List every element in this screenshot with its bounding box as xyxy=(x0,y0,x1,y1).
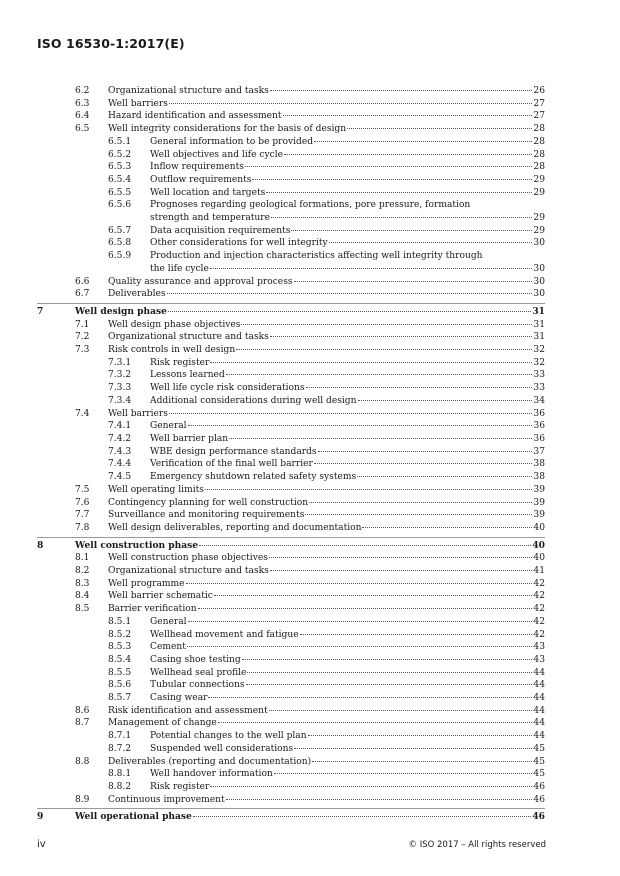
toc-entry-title: Hazard identification and assessment xyxy=(108,111,282,122)
toc-entry-title: Deliverables (reporting and documentation) xyxy=(108,756,312,767)
toc-entry-title: Risk register xyxy=(150,357,210,368)
toc-entry-number: 7.4.4 xyxy=(108,459,132,470)
toc-entry-number: 8.7.1 xyxy=(108,731,132,742)
toc-entry[interactable] xyxy=(0,743,620,756)
toc-entry[interactable] xyxy=(0,768,620,781)
toc-entry-title: Well construction phase objectives xyxy=(108,553,268,564)
toc-entry-title: Well barrier plan xyxy=(150,433,229,444)
toc-entry-title: Well location and targets xyxy=(150,187,266,198)
toc-entry-number: 8.5.6 xyxy=(108,680,132,691)
section-divider xyxy=(37,303,545,304)
toc-entry-title: Deliverables xyxy=(108,289,166,300)
toc-entry-title: General xyxy=(150,616,187,627)
toc-entry-title: Emergency shutdown related safety systems xyxy=(150,472,357,483)
toc-entry-page: 28 xyxy=(533,162,545,173)
toc-entry-title: Well barrier schematic xyxy=(108,591,213,602)
dot-leader xyxy=(198,608,533,609)
toc-entry-page: 39 xyxy=(533,484,545,495)
toc-entry-number: 7.4.5 xyxy=(108,472,132,483)
toc-entry-page: 27 xyxy=(533,98,545,109)
toc-entry[interactable] xyxy=(0,319,620,332)
toc-entry-title: General information to be provided xyxy=(150,136,314,147)
toc-entry-page: 30 xyxy=(533,263,545,274)
dot-leader xyxy=(210,268,533,269)
toc-entry-title-continued: strength and temperature xyxy=(150,213,270,224)
toc-entry-page: 33 xyxy=(533,383,545,394)
toc-entry-title: Casing wear xyxy=(150,693,208,704)
toc-entry-number: 7.8 xyxy=(75,522,90,533)
toc-entry-title: Lessons learned xyxy=(150,370,225,381)
toc-entry-page: 31 xyxy=(532,305,545,317)
dot-leader xyxy=(283,115,533,116)
toc-entry-page: 30 xyxy=(533,276,545,287)
dot-leader xyxy=(270,90,533,91)
dot-leader xyxy=(271,217,532,218)
toc-entry-title: Other considerations for well integrity xyxy=(150,238,328,249)
toc-entry[interactable] xyxy=(0,565,620,578)
dot-leader xyxy=(246,684,533,685)
toc-entry-page: 31 xyxy=(533,319,545,330)
toc-entry-page: 42 xyxy=(533,604,545,615)
toc-entry[interactable] xyxy=(0,705,620,718)
toc-entry-page: 42 xyxy=(533,591,545,602)
toc-entry-page: 38 xyxy=(533,459,545,470)
toc-entry-title: General xyxy=(150,421,187,432)
dot-leader xyxy=(208,697,532,698)
toc-entry-page: 30 xyxy=(533,289,545,300)
toc-entry-number: 8.4 xyxy=(75,591,90,602)
toc-entry-number: 6.5.9 xyxy=(108,251,132,262)
toc-entry[interactable] xyxy=(0,667,620,680)
toc-entry[interactable] xyxy=(0,331,620,344)
toc-entry-page: 39 xyxy=(533,510,545,521)
toc-entry[interactable] xyxy=(0,679,620,692)
toc-entry[interactable] xyxy=(0,552,620,565)
toc-entry-title-continued: the life cycle xyxy=(150,263,209,274)
dot-leader xyxy=(247,672,532,673)
toc-entry-number: 8.8.1 xyxy=(108,769,132,780)
toc-entry-title: Well handover information xyxy=(150,769,273,780)
toc-entry[interactable] xyxy=(0,692,620,705)
dot-leader xyxy=(269,710,533,711)
toc-entry-title: Wellhead movement and fatigue xyxy=(150,629,299,640)
toc-entry-page: 39 xyxy=(533,497,545,508)
toc-entry-title: Management of change xyxy=(108,718,217,729)
toc-entry-page: 31 xyxy=(533,332,545,343)
toc-entry-number: 6.5.6 xyxy=(108,200,132,211)
toc-entry-number: 8.7 xyxy=(75,718,90,729)
toc-entry-page: 44 xyxy=(533,705,545,716)
table-of-contents xyxy=(0,85,620,824)
toc-entry-page: 46 xyxy=(532,811,545,823)
toc-entry-number: 7.3.3 xyxy=(108,383,132,394)
toc-entry[interactable] xyxy=(0,540,620,553)
dot-leader xyxy=(270,336,533,337)
toc-entry-page: 41 xyxy=(533,566,545,577)
toc-entry-title: Inflow requirements xyxy=(150,162,244,173)
toc-entry-title: Continuous improvement xyxy=(108,794,225,805)
toc-entry[interactable] xyxy=(0,578,620,591)
toc-entry[interactable] xyxy=(0,225,620,238)
toc-entry[interactable] xyxy=(0,237,620,250)
toc-entry-title: Barrier verification xyxy=(108,604,197,615)
toc-entry[interactable] xyxy=(0,250,620,275)
toc-entry-page: 29 xyxy=(533,225,545,236)
toc-entry-page: 42 xyxy=(533,578,545,589)
dot-leader xyxy=(284,154,532,155)
toc-entry-number: 7.5 xyxy=(75,484,90,495)
toc-entry-number: 8.3 xyxy=(75,578,90,589)
toc-entry-page: 36 xyxy=(533,433,545,444)
section-divider xyxy=(37,537,545,538)
dot-leader xyxy=(169,103,532,104)
toc-entry-title: Well barriers xyxy=(108,408,168,419)
dot-leader xyxy=(270,570,533,571)
toc-entry[interactable] xyxy=(0,161,620,174)
toc-entry-number: 7.4.1 xyxy=(108,421,132,432)
toc-entry-title: Organizational structure and tasks xyxy=(108,566,269,577)
toc-entry[interactable] xyxy=(0,446,620,459)
toc-entry[interactable] xyxy=(0,276,620,289)
toc-entry[interactable] xyxy=(0,408,620,421)
toc-entry-number: 8.5.7 xyxy=(108,693,132,704)
toc-entry-title: Well operating limits xyxy=(108,484,204,495)
toc-entry-number: 9 xyxy=(37,811,44,823)
toc-entry[interactable] xyxy=(0,98,620,111)
toc-entry[interactable] xyxy=(0,794,620,807)
toc-entry-number: 7.2 xyxy=(75,332,90,343)
toc-entry-title: Production and injection characteristics affecting well integrity through xyxy=(150,251,483,262)
toc-entry-number: 7.3.1 xyxy=(108,357,132,368)
toc-entry[interactable] xyxy=(0,603,620,616)
copyright-notice: © ISO 2017 – All rights reserved xyxy=(408,840,546,850)
toc-entry-page: 45 xyxy=(533,756,545,767)
toc-entry-number: 6.5.1 xyxy=(108,136,132,147)
dot-leader xyxy=(309,502,532,503)
dot-leader xyxy=(241,324,532,325)
dot-leader xyxy=(305,514,532,515)
toc-entry[interactable] xyxy=(0,433,620,446)
toc-entry-page: 37 xyxy=(533,446,545,457)
dot-leader xyxy=(347,128,532,129)
toc-entry[interactable] xyxy=(0,509,620,522)
toc-entry-title: Contingency planning for well construction xyxy=(108,497,309,508)
toc-entry[interactable] xyxy=(0,174,620,187)
dot-leader xyxy=(308,735,533,736)
dot-leader xyxy=(269,557,533,558)
dot-leader xyxy=(226,799,533,800)
toc-entry-page: 44 xyxy=(533,731,545,742)
dot-leader xyxy=(291,230,532,231)
toc-entry-number: 6.4 xyxy=(75,111,90,122)
toc-entry-title: Well objectives and life cycle xyxy=(150,149,283,160)
dot-leader xyxy=(357,476,532,477)
toc-entry-page: 44 xyxy=(533,680,545,691)
toc-entry-title: Well design phase xyxy=(75,305,167,317)
toc-entry-title: Organizational structure and tasks xyxy=(108,86,269,96)
toc-entry-number: 6.5 xyxy=(75,124,90,135)
toc-entry-title: Potential changes to the well plan xyxy=(150,731,307,742)
toc-entry-page: 42 xyxy=(533,616,545,627)
toc-entry-page: 40 xyxy=(533,522,545,533)
toc-entry[interactable] xyxy=(0,522,620,535)
dot-leader xyxy=(318,451,533,452)
dot-leader xyxy=(218,722,533,723)
toc-entry-number: 6.3 xyxy=(75,98,90,109)
toc-entry[interactable] xyxy=(0,369,620,382)
toc-entry[interactable] xyxy=(0,811,620,824)
toc-entry[interactable] xyxy=(0,382,620,395)
toc-entry-number: 6.5.2 xyxy=(108,149,132,160)
toc-entry-page: 32 xyxy=(533,357,545,368)
dot-leader xyxy=(229,438,532,439)
toc-entry-page: 33 xyxy=(533,370,545,381)
toc-entry-page: 32 xyxy=(533,345,545,356)
toc-entry[interactable] xyxy=(0,357,620,370)
toc-entry-page: 29 xyxy=(533,174,545,185)
toc-entry-number: 8.2 xyxy=(75,566,90,577)
toc-entry-number: 8.5.4 xyxy=(108,654,132,665)
toc-entry[interactable] xyxy=(0,136,620,149)
toc-entry[interactable] xyxy=(0,199,620,224)
dot-leader xyxy=(274,773,533,774)
toc-entry[interactable] xyxy=(0,616,620,629)
toc-entry-number: 8.7.2 xyxy=(108,743,132,754)
toc-entry-title: Wellhead seal profile xyxy=(150,667,247,678)
toc-entry[interactable] xyxy=(0,730,620,743)
toc-entry-page: 29 xyxy=(533,213,545,224)
dot-leader xyxy=(169,413,532,414)
toc-entry-page: 28 xyxy=(533,149,545,160)
toc-entry-number: 6.6 xyxy=(75,276,90,287)
toc-entry[interactable] xyxy=(0,629,620,642)
toc-entry-title: Well operational phase xyxy=(75,811,192,823)
toc-entry-number: 7.6 xyxy=(75,497,90,508)
toc-entry-page: 45 xyxy=(533,743,545,754)
toc-entry-number: 7.3.4 xyxy=(108,395,132,406)
dot-leader xyxy=(266,192,532,193)
toc-entry-number: 7.3 xyxy=(75,345,90,356)
toc-entry-number: 6.5.7 xyxy=(108,225,132,236)
dot-leader xyxy=(236,349,532,350)
toc-entry-title: Organizational structure and tasks xyxy=(108,332,269,343)
toc-entry[interactable] xyxy=(0,497,620,510)
toc-entry-title: Well barriers xyxy=(108,98,168,109)
toc-entry[interactable] xyxy=(0,123,620,136)
document-header: ISO 16530-1:2017(E) xyxy=(37,36,185,51)
dot-leader xyxy=(186,583,533,584)
toc-entry-page: 43 xyxy=(533,642,545,653)
toc-entry-title: Suspended well considerations xyxy=(150,743,294,754)
toc-entry-number: 7.1 xyxy=(75,319,90,330)
toc-entry[interactable] xyxy=(0,458,620,471)
toc-entry-number: 6.2 xyxy=(75,86,90,96)
dot-leader xyxy=(245,166,533,167)
toc-entry-number: 7.4.3 xyxy=(108,446,132,457)
toc-entry-title: Outflow requirements xyxy=(150,174,252,185)
toc-entry[interactable] xyxy=(0,110,620,123)
toc-entry[interactable] xyxy=(0,641,620,654)
toc-entry[interactable] xyxy=(0,288,620,301)
toc-entry-number: 7 xyxy=(37,305,44,317)
toc-entry-number: 8.1 xyxy=(75,553,90,564)
toc-entry-number: 8.5.1 xyxy=(108,616,132,627)
toc-entry-title: Cement xyxy=(150,642,186,653)
dot-leader xyxy=(294,281,533,282)
toc-entry-number: 8.5.5 xyxy=(108,667,132,678)
toc-entry-number: 8.9 xyxy=(75,794,90,805)
dot-leader xyxy=(210,362,532,363)
toc-entry-page: 27 xyxy=(533,111,545,122)
toc-entry-page: 36 xyxy=(533,408,545,419)
toc-entry-number: 6.5.8 xyxy=(108,238,132,249)
toc-entry[interactable] xyxy=(0,654,620,667)
toc-entry-number: 6.5.4 xyxy=(108,174,132,185)
toc-entry-title: Verification of the final well barrier xyxy=(150,459,313,470)
dot-leader xyxy=(358,400,533,401)
toc-entry-number: 8 xyxy=(37,539,44,551)
toc-entry-title: Well programme xyxy=(108,578,185,589)
toc-entry-number: 8.5 xyxy=(75,604,90,615)
toc-entry[interactable] xyxy=(0,306,620,319)
toc-entry-number: 6.5.3 xyxy=(108,162,132,173)
toc-entry-page: 28 xyxy=(533,124,545,135)
section-divider xyxy=(37,808,545,809)
toc-entry-title: Risk identification and assessment xyxy=(108,705,268,716)
dot-leader xyxy=(294,748,532,749)
toc-entry-title: Casing shoe testing xyxy=(150,654,241,665)
toc-entry-page: 29 xyxy=(533,187,545,198)
toc-entry-title: Risk controls in well design xyxy=(108,345,236,356)
toc-entry-title: Risk register xyxy=(150,781,210,792)
dot-leader xyxy=(199,545,531,546)
dot-leader xyxy=(214,595,533,596)
toc-entry-page: 46 xyxy=(533,781,545,792)
toc-entry[interactable] xyxy=(0,756,620,769)
toc-entry-title: Tubular connections xyxy=(150,680,245,691)
toc-entry-title: Well construction phase xyxy=(75,539,199,551)
toc-entry[interactable] xyxy=(0,484,620,497)
toc-entry-page: 44 xyxy=(533,667,545,678)
toc-entry-title: Prognoses regarding geological formations, pore pressure, formation xyxy=(150,200,471,211)
toc-entry-page: 46 xyxy=(533,794,545,805)
toc-entry-title: Data acquisition requirements xyxy=(150,225,291,236)
toc-entry-number: 6.7 xyxy=(75,289,90,300)
toc-entry-page: 45 xyxy=(533,769,545,780)
toc-entry-number: 6.5.5 xyxy=(108,187,132,198)
toc-entry-page: 38 xyxy=(533,472,545,483)
toc-entry-page: 26 xyxy=(533,86,545,96)
dot-leader xyxy=(193,816,532,817)
dot-leader xyxy=(188,621,533,622)
toc-entry-page: 44 xyxy=(533,718,545,729)
toc-entry-number: 8.8.2 xyxy=(108,781,132,792)
dot-leader xyxy=(314,141,532,142)
toc-entry-title: Well life cycle risk considerations xyxy=(150,383,305,394)
toc-entry-page: 44 xyxy=(533,693,545,704)
toc-entry-number: 7.4.2 xyxy=(108,433,132,444)
toc-entry[interactable] xyxy=(0,187,620,200)
dot-leader xyxy=(314,463,533,464)
toc-entry-title: Quality assurance and approval process xyxy=(108,276,293,287)
toc-entry-title: Well design deliverables, reporting and documentation xyxy=(108,522,362,533)
toc-entry-number: 8.5.2 xyxy=(108,629,132,640)
dot-leader xyxy=(300,634,533,635)
toc-entry-page: 30 xyxy=(533,238,545,249)
dot-leader xyxy=(312,761,532,762)
toc-entry-number: 8.5.3 xyxy=(108,642,132,653)
toc-entry[interactable] xyxy=(0,344,620,357)
toc-entry-page: 34 xyxy=(533,395,545,406)
toc-entry-page: 42 xyxy=(533,629,545,640)
toc-entry-title: Surveillance and monitoring requirements xyxy=(108,510,305,521)
toc-entry[interactable] xyxy=(0,590,620,603)
dot-leader xyxy=(362,527,532,528)
dot-leader xyxy=(188,425,533,426)
dot-leader xyxy=(167,293,533,294)
toc-entry-page: 28 xyxy=(533,136,545,147)
toc-entry-number: 7.3.2 xyxy=(108,370,132,381)
toc-entry-number: 8.6 xyxy=(75,705,90,716)
toc-entry-number: 7.4 xyxy=(75,408,90,419)
toc-entry-title: Well design phase objectives xyxy=(108,319,241,330)
toc-entry[interactable] xyxy=(0,85,620,98)
dot-leader xyxy=(226,374,533,375)
dot-leader xyxy=(306,387,533,388)
toc-entry[interactable] xyxy=(0,781,620,794)
toc-entry[interactable] xyxy=(0,471,620,484)
toc-entry[interactable] xyxy=(0,149,620,162)
toc-entry-page: 43 xyxy=(533,654,545,665)
toc-entry-page: 40 xyxy=(532,539,545,551)
dot-leader xyxy=(187,646,533,647)
toc-entry-page: 36 xyxy=(533,421,545,432)
dot-leader xyxy=(205,489,532,490)
toc-entry-title: WBE design performance standards xyxy=(150,446,317,457)
toc-entry-page: 40 xyxy=(533,553,545,564)
dot-leader xyxy=(168,311,531,312)
toc-entry[interactable] xyxy=(0,395,620,408)
dot-leader xyxy=(242,659,533,660)
dot-leader xyxy=(329,242,533,243)
dot-leader xyxy=(252,179,532,180)
page-number: iv xyxy=(37,839,46,850)
toc-entry[interactable] xyxy=(0,420,620,433)
toc-entry-title: Well integrity considerations for the basis of design xyxy=(108,124,347,135)
dot-leader xyxy=(210,786,532,787)
toc-entry-number: 7.7 xyxy=(75,510,90,521)
toc-entry[interactable] xyxy=(0,717,620,730)
toc-entry-title: Additional considerations during well design xyxy=(150,395,357,406)
toc-entry-number: 8.8 xyxy=(75,756,90,767)
